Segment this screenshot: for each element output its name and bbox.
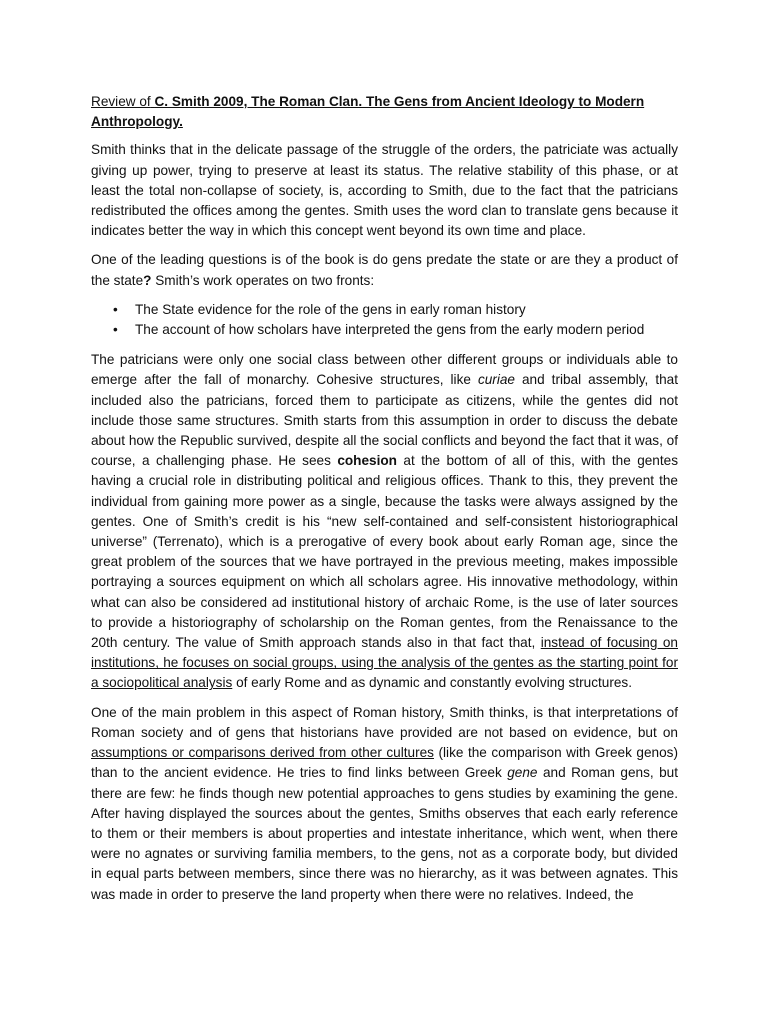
paragraph-2 — [91, 250, 678, 290]
paragraph-3-part-a: The patricians were only one social class between other different groups or individuals able to emerge after the fall of monarchy. Cohesive structures, like — [91, 352, 678, 388]
bullet-icon: • — [113, 301, 118, 317]
bullet-item — [113, 320, 678, 340]
curiae-term: curiae — [477, 372, 515, 388]
gene-term: gene — [507, 765, 538, 781]
paragraph-3-part-c: at the bottom of all of this, with the gentes having a crucial role in distributing political and religious offices. Thank to this, they prevent the individual from gaining more power as a single, because the tasks were always assigned by the gentes. One of Smith’s credit is his “new self-contained and self-consistent historiographical universe” (Terrenato), which is a prerogative of every book about early Roman age, since the great problem of the sources that we have portrayed in the previous meeting, makes impossible portraying a sources equipment on which all scholars agree. His innovative methodology, within what can also be considered ad institutional history of archaic Rome, is the use of later sources to provide a historiography of scholarship on the Roman gentes, from the Renaissance to the 20th century. The value of Smith approach stands also in that fact that, — [91, 453, 679, 651]
bullet-list — [91, 300, 678, 340]
paragraph-3 — [91, 350, 678, 693]
paragraph-4-part-c: and Roman gens, but there are few: he finds though new potential approaches to gens studies by examining the gene. After having displayed the sources about the gentes, Smiths observes that each early reference to them or their members is about properties and intestate inheritance, which went, when there were no agnates or surviving familia members, to the gens, not as a corporate body, but divided in equal parts between members, since there was no hierarchy, as it was between agnates. This was made in order to preserve the land property when there were no relatives. Indeed, the — [91, 765, 678, 902]
paragraph-3-underlined: instead of focusing on institutions, he focuses on social groups, using the analysis of the gentes as the starting point for a sociopolitical analysis — [91, 635, 678, 691]
bullet-icon: • — [113, 322, 118, 338]
title-citation: C. Smith 2009, The Roman Clan. The Gens from Ancient Ideology to Modern Anthropology. — [91, 94, 645, 130]
title-prefix: Review of — [91, 94, 151, 109]
document-page — [91, 92, 678, 914]
paragraph-2-question-mark: ? — [143, 272, 152, 288]
paragraph-2-tail: Smith’s work operates on two fronts: — [151, 272, 375, 288]
paragraph-2-text: One of the leading questions is of the book is do gens predate the state or are they a product of the state — [91, 252, 678, 288]
paragraph-1: Smith thinks that in the delicate passage of the struggle of the orders, the patriciate was actually giving up power, trying to preserve at least its status. The relative stability of this phase, or at least the total non-collapse of society, is, according to Smith, due to the fact that the patricians redistributed the offices among the gentes. Smith uses the word clan to translate gens because it indicates better the way in which this concept went beyond its own time and place. — [91, 142, 678, 239]
paragraph-4-underlined: assumptions or comparisons derived from other cultures — [91, 745, 434, 761]
cohesion-term: cohesion — [337, 453, 397, 469]
paragraph-4 — [91, 703, 678, 905]
paragraph-3-part-d: of early Rome and as dynamic and constantly evolving structures. — [232, 675, 632, 691]
bullet-text: The State evidence for the role of the gens in early roman history — [135, 301, 526, 317]
paragraph-4-part-b: (like the comparison with Greek genos) than to the ancient evidence. He tries to find links between Greek — [91, 745, 678, 781]
paragraph-3-part-b: and tribal assembly, that included also the patricians, forced them to participate as citizens, while the gentes did not include those same structures. Smith starts from this assumption in order to discuss the debate about how the Republic survived, despite all the social conflicts and beyond the fact that it was, of course, a challenging phase. He sees — [91, 372, 678, 469]
review-title — [91, 92, 678, 132]
bullet-item — [113, 300, 678, 320]
paragraph-4-part-a: One of the main problem in this aspect of Roman history, Smith thinks, is that interpretations of Roman society and of gens that historians have provided are not based on evidence, but on — [91, 704, 678, 740]
bullet-text: The account of how scholars have interpreted the gens from the early modern period — [135, 322, 645, 338]
